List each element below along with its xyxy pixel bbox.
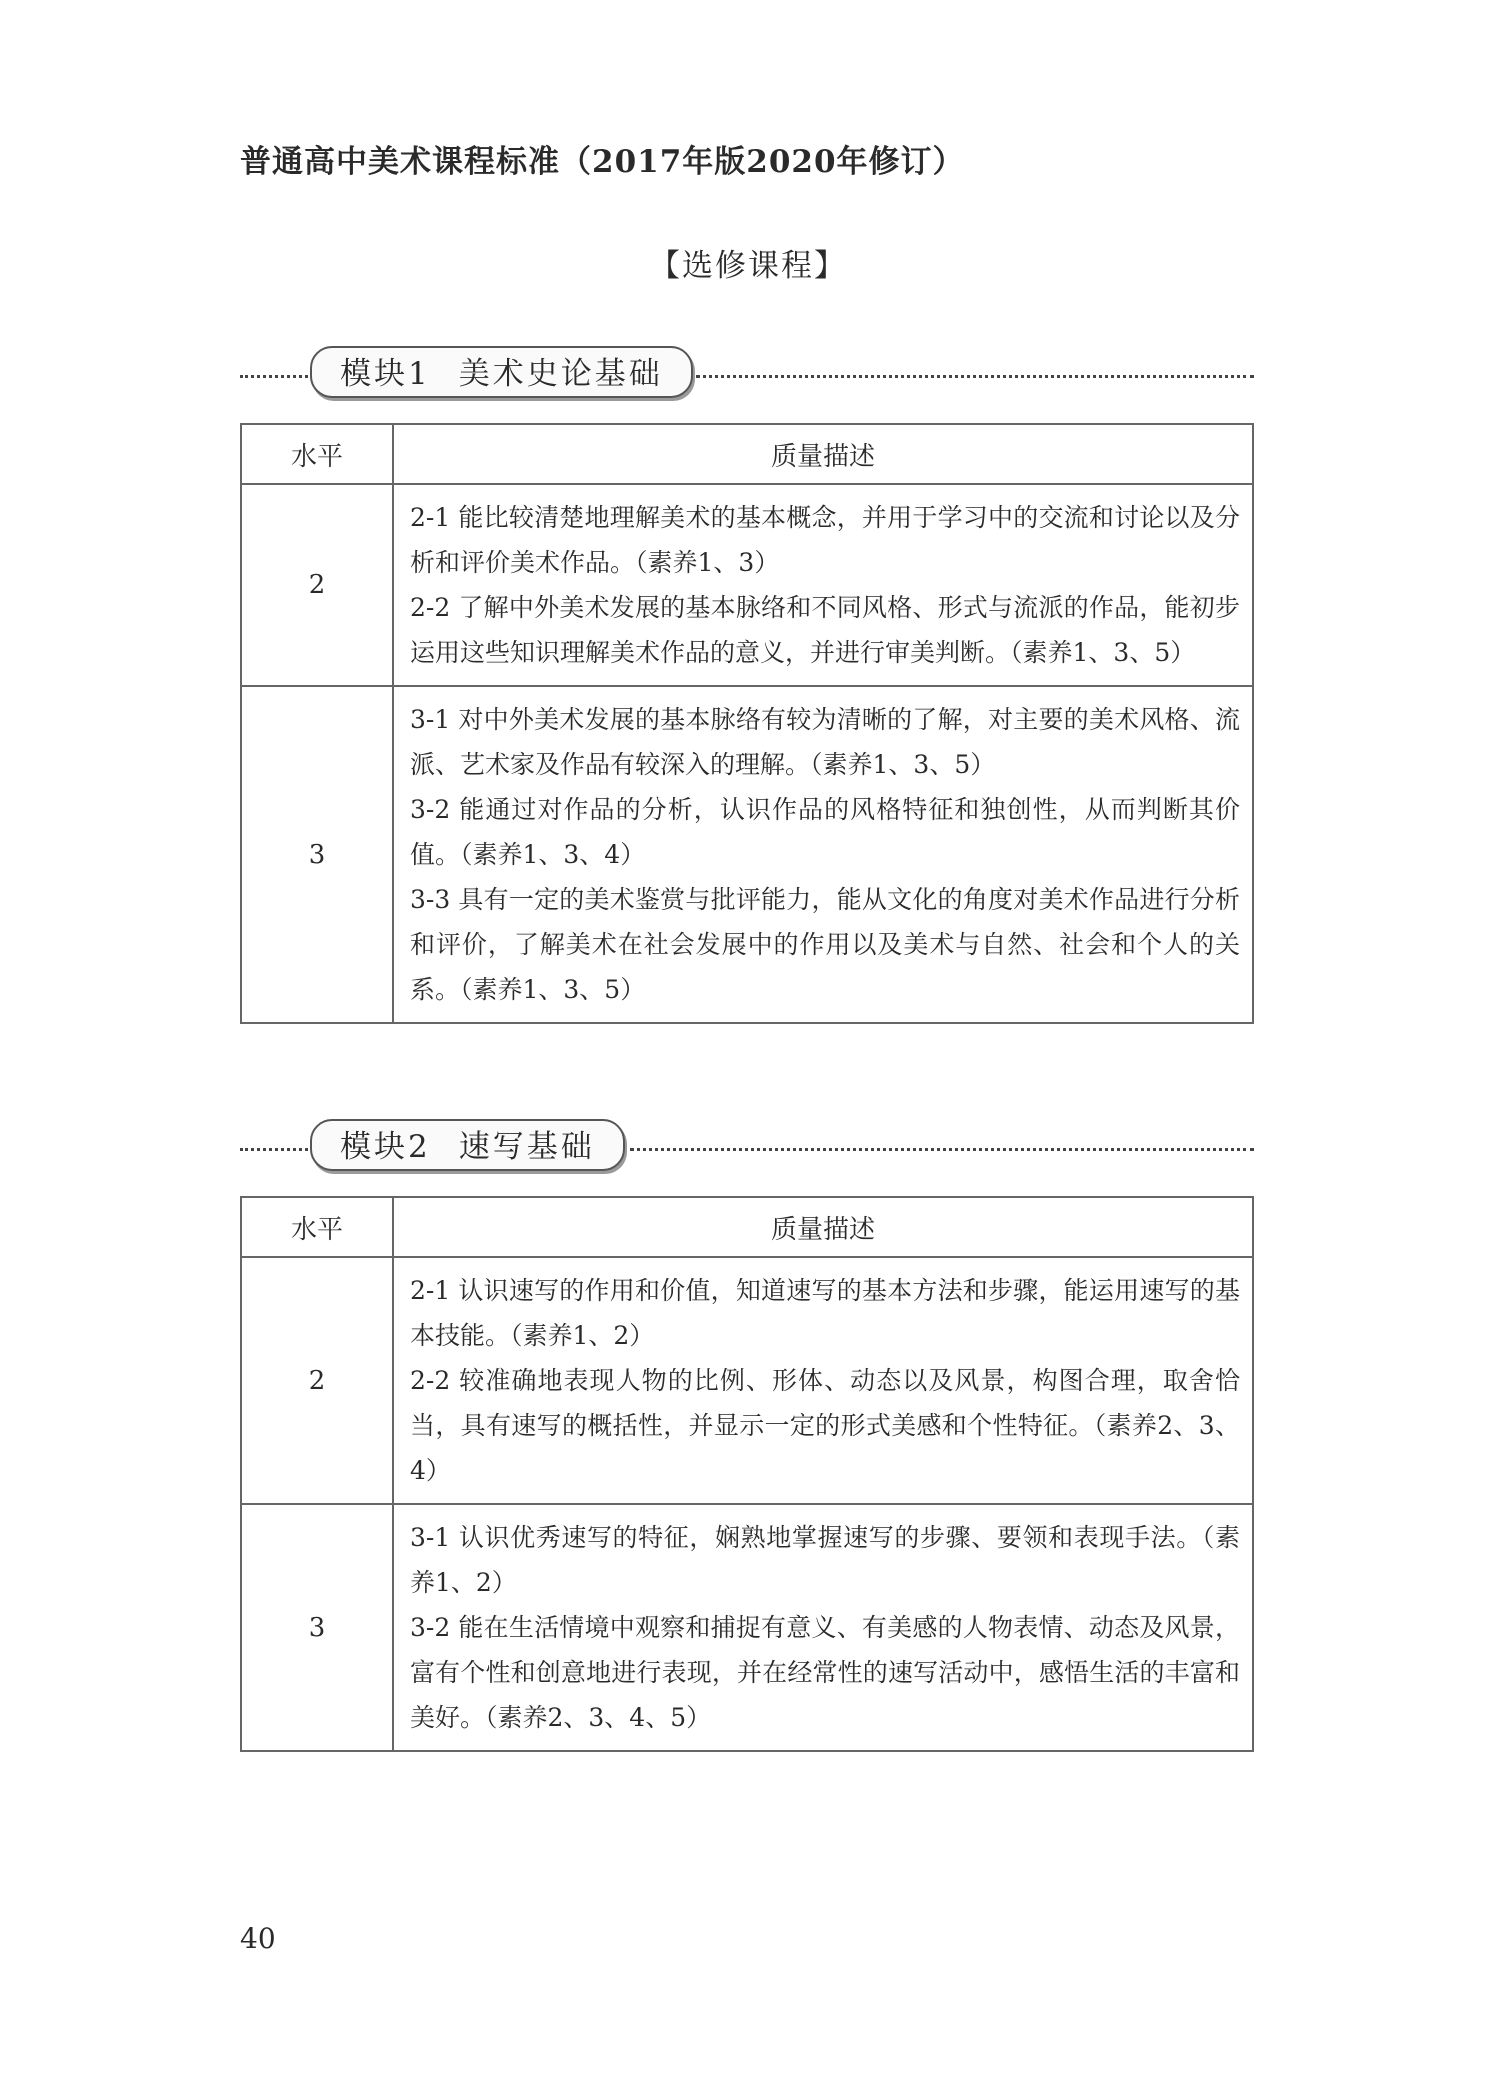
quality-item: 3-1 对中外美术发展的基本脉络有较为清晰的了解，对主要的美术风格、流派、艺术家及作品有较深入的理解。（素养1、3、5） — [410, 705, 1240, 779]
level-cell: 2 — [241, 484, 393, 686]
module-tag — [310, 346, 693, 398]
column-header-level: 水平 — [241, 424, 393, 484]
section-title: 【选修课程】 — [649, 248, 847, 284]
level-cell: 2 — [241, 1257, 393, 1504]
level-cell: 3 — [241, 1504, 393, 1751]
running-header: 普通高中美术课程标准（2017年版2020年修订） — [240, 144, 965, 180]
dotted-leader — [240, 1148, 308, 1151]
dotted-leader — [630, 1148, 1254, 1151]
description-cell — [393, 1257, 1253, 1504]
quality-item: 3-2 能在生活情境中观察和捕捉有意义、有美感的人物表情、动态及风景，富有个性和创意地进行表现，并在经常性的速写活动中，感悟生活的丰富和美好。（素养2、3、4、5） — [410, 1613, 1240, 1732]
module-number: 模块2 — [340, 1129, 431, 1165]
table-row — [241, 1257, 1253, 1504]
description-cell — [393, 484, 1253, 686]
dotted-leader — [240, 375, 308, 378]
quality-item: 2-2 较准确地表现人物的比例、形体、动态以及风景，构图合理，取舍恰当，具有速写的概括性，并显示一定的形式美感和个性特征。（素养2、3、4） — [410, 1366, 1240, 1485]
module-2-heading — [240, 1119, 1254, 1175]
quality-item: 2-2 了解中外美术发展的基本脉络和不同风格、形式与流派的作品，能初步运用这些知识理解美术作品的意义，并进行审美判断。（素养1、3、5） — [410, 593, 1240, 667]
table-row — [241, 1504, 1253, 1751]
quality-item: 2-1 认识速写的作用和价值，知道速写的基本方法和步骤，能运用速写的基本技能。（素养1、2） — [410, 1276, 1240, 1350]
table-header-row — [241, 424, 1253, 484]
module-2-quality-table — [240, 1196, 1254, 1752]
column-header-description: 质量描述 — [393, 1197, 1253, 1257]
module-tag — [310, 1119, 625, 1171]
module-name: 速写基础 — [458, 1129, 595, 1165]
module-1-heading — [240, 346, 1254, 402]
module-name: 美术史论基础 — [458, 356, 663, 392]
module-1-quality-table — [240, 423, 1254, 1024]
table-row — [241, 686, 1253, 1023]
column-header-level: 水平 — [241, 1197, 393, 1257]
dotted-leader — [696, 375, 1254, 378]
quality-item: 2-1 能比较清楚地理解美术的基本概念，并用于学习中的交流和讨论以及分析和评价美术作品。（素养1、3） — [410, 503, 1240, 577]
module-number: 模块1 — [340, 356, 431, 392]
quality-item: 3-2 能通过对作品的分析，认识作品的风格特征和独创性，从而判断其价值。（素养1、3、4） — [410, 795, 1240, 869]
description-cell — [393, 1504, 1253, 1751]
description-cell — [393, 686, 1253, 1023]
table-row — [241, 484, 1253, 686]
column-header-description: 质量描述 — [393, 424, 1253, 484]
level-cell: 3 — [241, 686, 393, 1023]
quality-item: 3-3 具有一定的美术鉴赏与批评能力，能从文化的角度对美术作品进行分析和评价，了解美术在社会发展中的作用以及美术与自然、社会和个人的关系。（素养1、3、5） — [410, 885, 1240, 1004]
table-header-row — [241, 1197, 1253, 1257]
quality-item: 3-1 认识优秀速写的特征，娴熟地掌握速写的步骤、要领和表现手法。（素养1、2） — [410, 1523, 1240, 1597]
page-number: 40 — [240, 1922, 276, 1955]
